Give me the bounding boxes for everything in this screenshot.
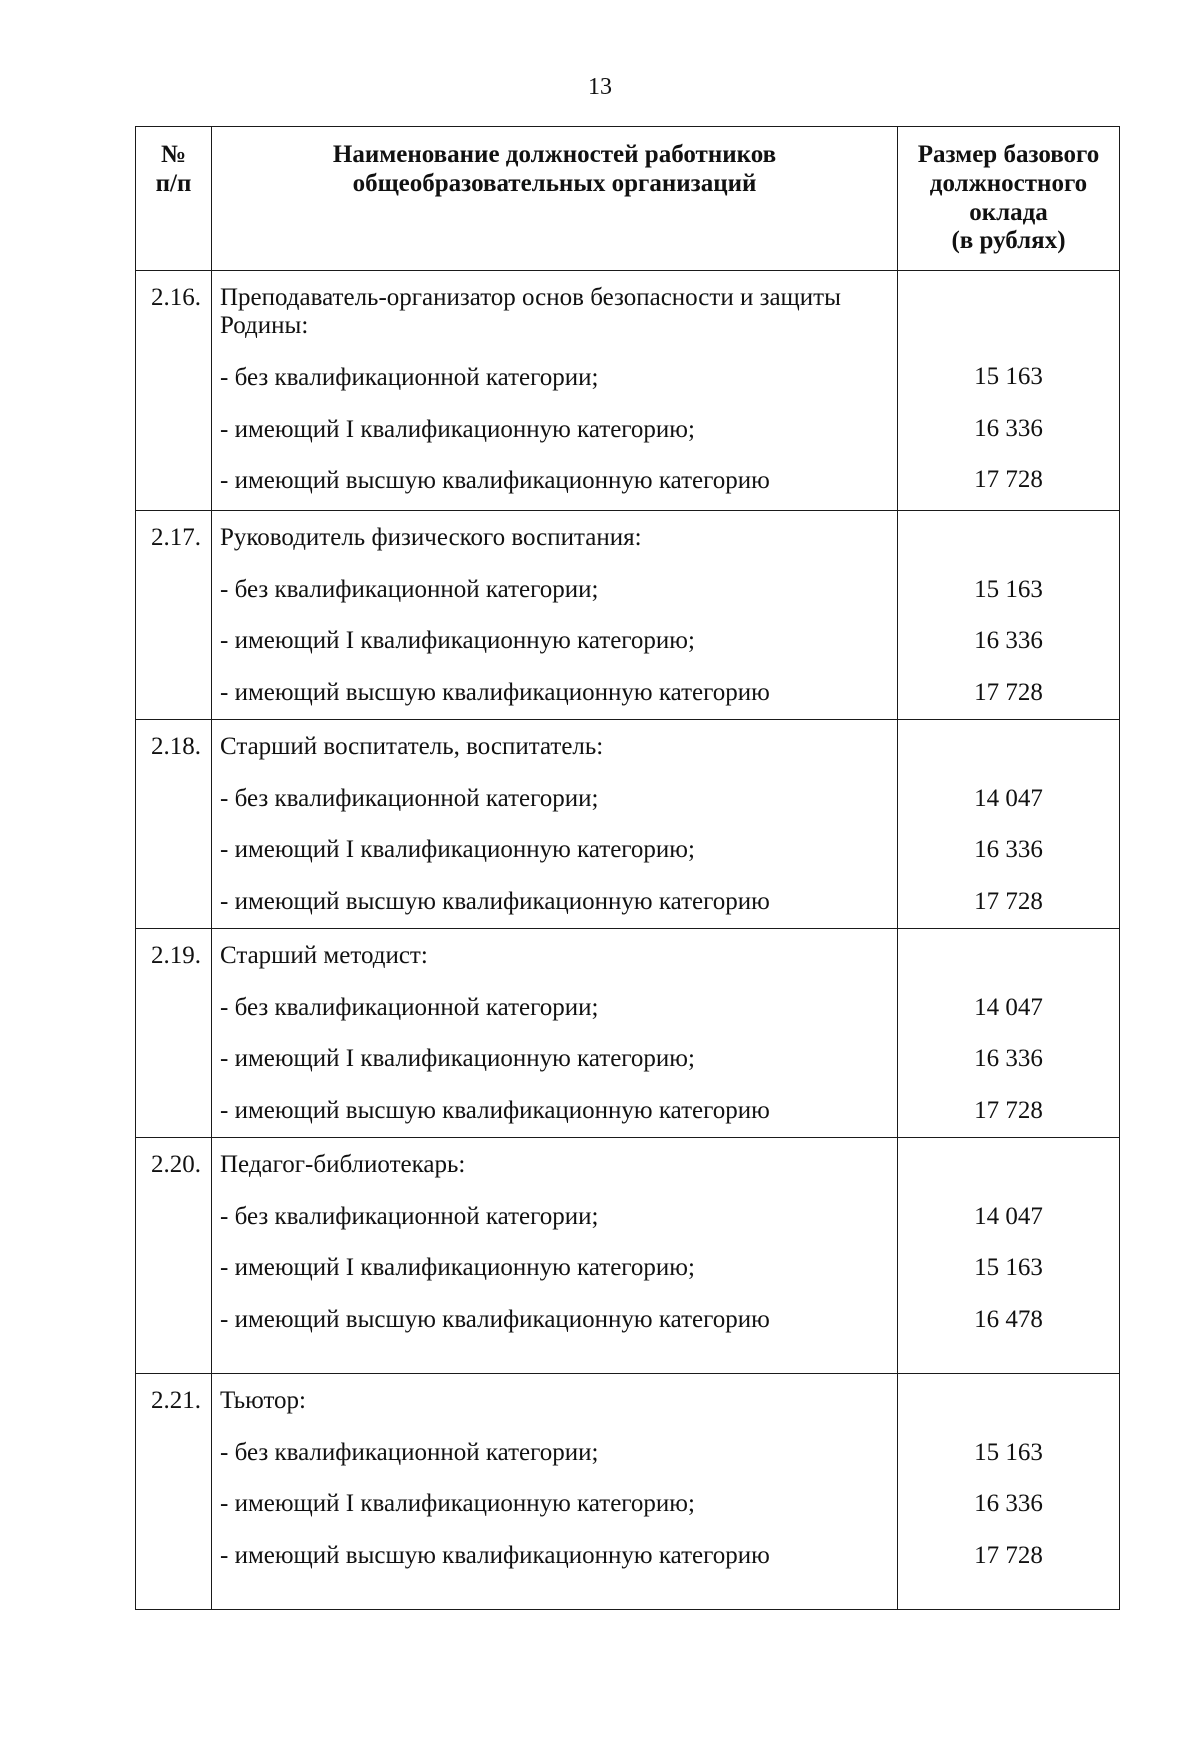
position-cell: [212, 511, 898, 720]
position-title: Педагог-библиотекарь:: [220, 1151, 466, 1178]
page-number: 13: [588, 74, 612, 100]
header-num: [136, 127, 212, 271]
category-label: - без квалификационной категории;: [220, 364, 599, 391]
category-label: - имеющий I квалификационную категорию;: [220, 1254, 695, 1281]
category-label: - без квалификационной категории;: [220, 575, 599, 603]
table-row: [136, 271, 1120, 511]
salary-value: 17 728: [974, 887, 1043, 915]
salary-value: 17 728: [974, 678, 1043, 706]
salary-value: 15 163: [974, 575, 1043, 603]
category-label: - имеющий высшую квалификационную категорию: [220, 1541, 770, 1569]
salary-cell: [898, 929, 1120, 1138]
category-label: - имеющий высшую квалификационную категорию: [220, 1096, 770, 1124]
row-number: 2.19.: [136, 929, 212, 1138]
table-row: [136, 511, 1120, 720]
table-row: [136, 929, 1120, 1138]
salary-table: [135, 126, 1120, 1610]
header-value: [898, 127, 1120, 271]
header-num-line: №: [160, 141, 187, 168]
salary-cell: [898, 720, 1120, 929]
row-number: 2.16.: [136, 271, 212, 511]
table-row: [136, 1138, 1120, 1374]
position-cell: [212, 1138, 898, 1374]
salary-cell: [898, 271, 1120, 511]
row-number: 2.20.: [136, 1138, 212, 1374]
row-number: 2.21.: [136, 1374, 212, 1610]
table-body: [136, 271, 1120, 1610]
salary-value: 17 728: [974, 466, 1043, 493]
position-cell: [212, 1374, 898, 1610]
salary-value: 17 728: [974, 1541, 1043, 1569]
category-label: - имеющий I квалификационную категорию;: [220, 1045, 695, 1072]
salary-value: 15 163: [974, 363, 1043, 390]
salary-value: 15 163: [974, 1438, 1043, 1466]
category-label: - имеющий высшую квалификационную категорию: [220, 1305, 770, 1333]
header-value-line: (в рублях): [951, 227, 1066, 255]
table-row: [136, 1374, 1120, 1610]
category-label: - имеющий высшую квалификационную категорию: [220, 678, 770, 706]
category-label: - имеющий высшую квалификационную категорию: [220, 467, 770, 494]
position-title: Преподаватель-организатор основ безопасности и защиты: [220, 284, 841, 311]
position-cell: [212, 720, 898, 929]
category-label: - имеющий I квалификационную категорию;: [220, 627, 695, 654]
header-row: [136, 127, 1120, 271]
header-num-line: п/п: [155, 169, 192, 197]
position-cell: [212, 271, 898, 511]
salary-value: 15 163: [974, 1254, 1043, 1281]
header-value-line: Размер базового: [917, 141, 1100, 168]
category-label: - без квалификационной категории;: [220, 1438, 599, 1466]
salary-value: 16 336: [974, 627, 1043, 654]
salary-cell: [898, 1374, 1120, 1610]
category-label: - имеющий I квалификационную категорию;: [220, 1490, 695, 1517]
salary-value: 14 047: [974, 993, 1043, 1021]
position-cell: [212, 929, 898, 1138]
table-row: [136, 720, 1120, 929]
table-header: [136, 127, 1120, 271]
header-value-line: должностного: [929, 169, 1088, 197]
position-title: Старший методист:: [220, 942, 428, 969]
category-label: - без квалификационной категории;: [220, 1202, 599, 1230]
category-label: - имеющий высшую квалификационную категорию: [220, 887, 770, 915]
category-label: - имеющий I квалификационную категорию;: [220, 836, 695, 863]
salary-value: 16 478: [974, 1305, 1043, 1333]
row-number: 2.18.: [136, 720, 212, 929]
category-label: - без квалификационной категории;: [220, 993, 599, 1021]
salary-value: 14 047: [974, 784, 1043, 812]
category-label: - имеющий I квалификационную категорию;: [220, 415, 695, 443]
header-name-line: общеобразовательных организаций: [352, 169, 757, 197]
salary-value: 16 336: [974, 414, 1043, 442]
salary-value: 16 336: [974, 1490, 1043, 1517]
header-name: [212, 127, 898, 271]
position-title: Родины:: [220, 312, 309, 339]
header-name-line: Наименование должностей работников: [332, 141, 777, 168]
salary-cell: [898, 1138, 1120, 1374]
category-label: - без квалификационной категории;: [220, 784, 599, 812]
salary-value: 17 728: [974, 1096, 1043, 1124]
salary-cell: [898, 511, 1120, 720]
salary-value: 16 336: [974, 1045, 1043, 1072]
position-title: Руководитель физического воспитания:: [220, 524, 642, 551]
position-title: Тьютор:: [220, 1387, 306, 1414]
row-number: 2.17.: [136, 511, 212, 720]
position-title: Старший воспитатель, воспитатель:: [220, 733, 604, 760]
salary-value: 16 336: [974, 836, 1043, 863]
salary-value: 14 047: [974, 1202, 1043, 1230]
header-value-line: оклада: [969, 198, 1048, 226]
